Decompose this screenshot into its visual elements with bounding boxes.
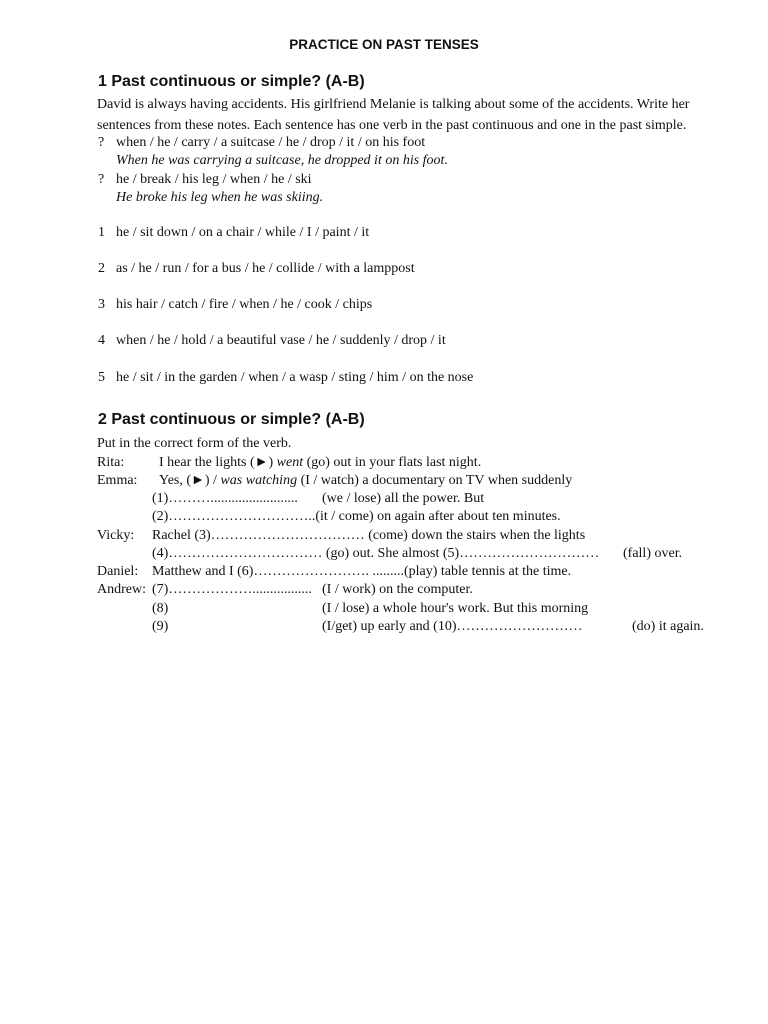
answer-gap-2: (2)…………………………..(it / come) on again after about ten minutes.	[152, 509, 561, 524]
dialogue-text: (go) out in your flats last night.	[303, 455, 482, 470]
section1-heading: 1 Past continuous or simple? (A-B)	[98, 73, 365, 90]
speaker-label: Rita:	[97, 455, 125, 470]
exercise-item: he / sit down / on a chair / while / I / paint / it	[116, 225, 370, 240]
verb-cue: (I / work) on the computer.	[322, 582, 473, 597]
example-marker: ?	[98, 135, 105, 150]
dialogue-text: (I / watch) a documentary on TV when suddenly	[297, 473, 573, 488]
answer-gap-10: (I/get) up early and (10)………………………	[322, 619, 583, 634]
speaker-label: Vicky:	[97, 528, 135, 543]
dialogue-line	[159, 454, 481, 472]
verb-cue: (I / lose) a whole hour's work. But this morning	[322, 601, 589, 616]
example-answer: was watching	[220, 473, 298, 488]
exercise-number: 3	[98, 297, 105, 312]
example-answer: When he was carrying a suitcase, he dropped it on his foot.	[116, 153, 448, 168]
section2-heading: 2 Past continuous or simple? (A-B)	[98, 411, 365, 428]
answer-gap-4-5: (4)…………………………… (go) out. She almost (5)…………………………	[152, 546, 600, 561]
answer-gap-9: (9)	[152, 619, 169, 634]
example-prompt: when / he / carry / a suitcase / he / drop / it / on his foot	[116, 135, 426, 150]
exercise-number: 2	[98, 261, 105, 276]
answer-gap-8: (8)	[152, 601, 169, 616]
answer-gap-1: (1)……….........................	[152, 491, 298, 506]
speaker-label: Emma:	[97, 473, 138, 488]
exercise-item: when / he / hold / a beautiful vase / he / suddenly / drop / it	[116, 333, 446, 348]
section1-intro-line1: David is always having accidents. His girlfriend Melanie is talking about some of the accidents. Write her	[97, 97, 690, 112]
section1-intro-line2: sentences from these notes. Each sentence has one verb in the past continuous and one in the past simple.	[97, 118, 687, 133]
exercise-item: as / he / run / for a bus / he / collide / with a lamppost	[116, 261, 415, 276]
exercise-number: 4	[98, 333, 105, 348]
exercise-number: 5	[98, 370, 105, 385]
verb-cue: (do) it again.	[632, 619, 704, 634]
verb-cue: (fall) over.	[623, 546, 683, 561]
exercise-item: he / sit / in the garden / when / a wasp / sting / him / on the nose	[116, 370, 474, 385]
speaker-label: Andrew:	[97, 582, 146, 597]
dialogue-line	[159, 472, 572, 490]
answer-gap-7: (7)……………….................	[152, 582, 312, 597]
example-prompt: he / break / his leg / when / he / ski	[116, 172, 312, 187]
exercise-item: his hair / catch / fire / when / he / cook / chips	[116, 297, 373, 312]
exercise-number: 1	[98, 225, 105, 240]
answer-gap-6: Matthew and I (6)……………………. .........(play) table tennis at the time.	[152, 564, 572, 579]
verb-cue: (we / lose) all the power. But	[322, 491, 485, 506]
example-answer: He broke his leg when he was skiing.	[116, 190, 324, 205]
dialogue-text: I hear the lights (►)	[159, 455, 277, 470]
speaker-label: Daniel:	[97, 564, 139, 579]
dialogue-text: Yes, (►) /	[159, 473, 221, 488]
example-marker: ?	[98, 172, 105, 187]
answer-gap-3: Rachel (3)…………………………… (come) down the stairs when the lights	[152, 528, 586, 543]
section2-instruction: Put in the correct form of the verb.	[97, 436, 292, 451]
example-answer: went	[276, 455, 304, 470]
page-title: PRACTICE ON PAST TENSES	[289, 37, 479, 52]
